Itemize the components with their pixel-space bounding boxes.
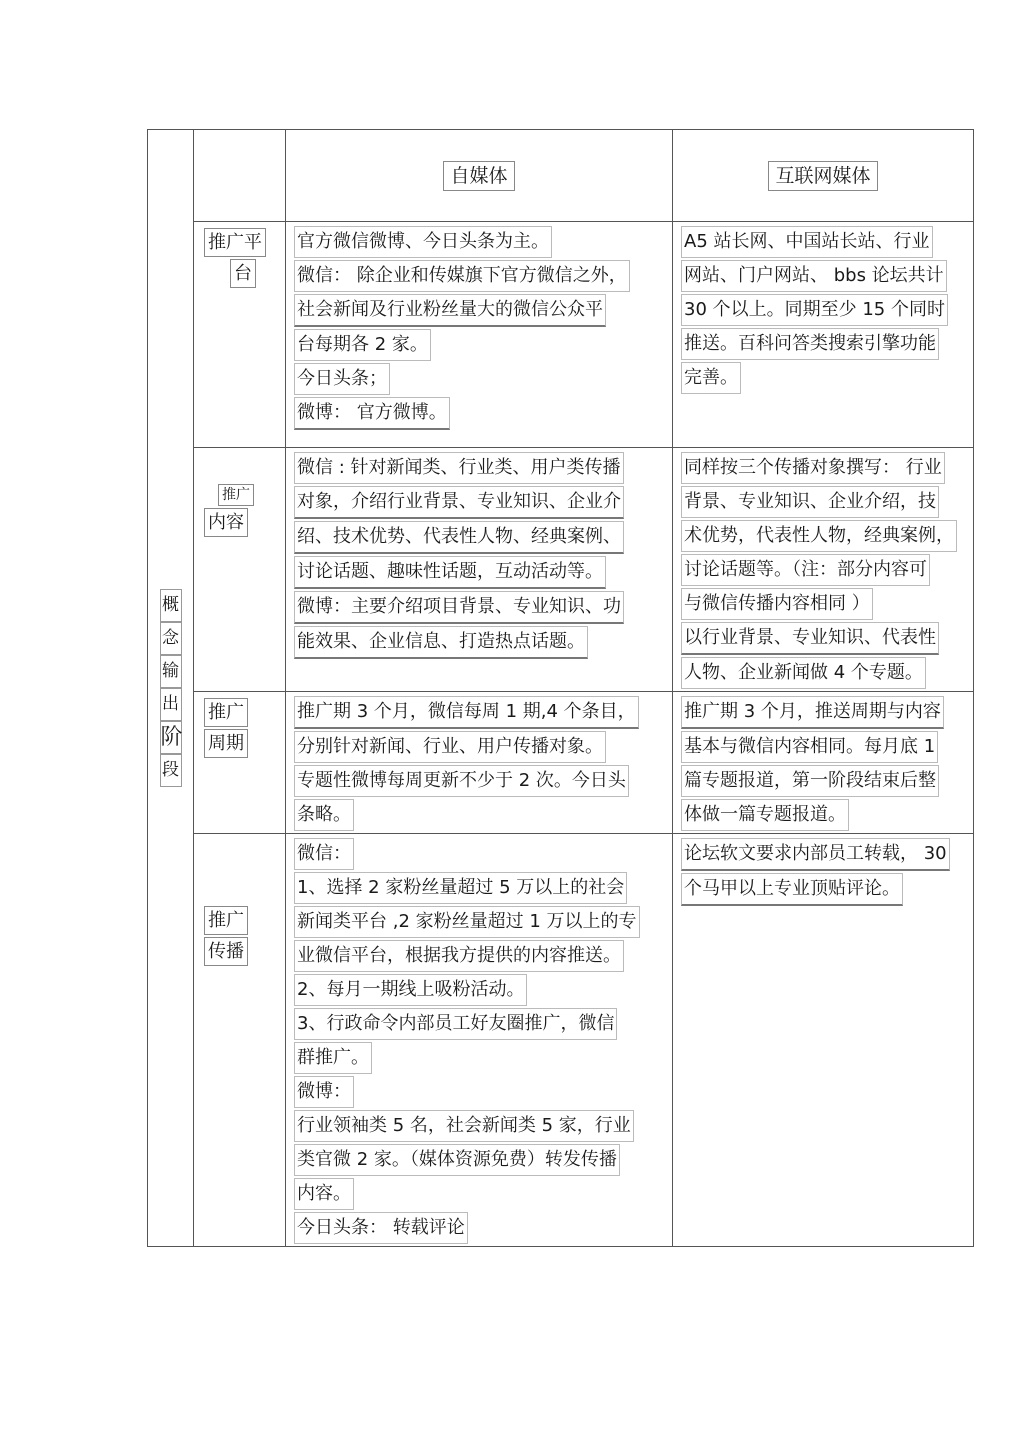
text-line: 微博： 官方微博。 — [294, 397, 450, 430]
row-label-platform — [194, 222, 286, 448]
text-line: 推广期 3 个月，推送周期与内容 — [681, 696, 944, 729]
phase-char: 念 — [160, 622, 182, 655]
internet-media-content — [673, 448, 974, 692]
text-line: 分别针对新闻、行业、用户传播对象。 — [294, 731, 606, 763]
phase-char: 输 — [160, 655, 182, 688]
row-label-line: 推广平 — [204, 228, 266, 257]
phase-label — [160, 589, 182, 787]
phase-char: 概 — [160, 589, 182, 622]
phase-char: 阶 — [160, 721, 182, 754]
text-line: 完善。 — [681, 362, 741, 394]
internet-media-cycle — [673, 692, 974, 834]
text-line: 对象，介绍行业背景、专业知识、企业介 — [294, 486, 624, 519]
text-line: 3、行政命令内部员工好友圈推广，微信 — [294, 1008, 617, 1040]
text-line: 篇专题报道，第一阶段结束后整 — [681, 765, 939, 797]
text-line: 背景、专业知识、企业介绍，技 — [681, 486, 939, 518]
text-line: 个马甲以上专业顶贴评论。 — [681, 873, 903, 906]
row-label-line: 推广 — [204, 906, 248, 935]
text-line: 人物、企业新闻做 4 个专题。 — [681, 657, 926, 689]
text-line: 行业领袖类 5 名，社会新闻类 5 家，行业 — [294, 1110, 634, 1142]
text-line: 类官微 2 家。（媒体资源免费）转发传播 — [294, 1144, 620, 1176]
row-label-line: 台 — [230, 259, 256, 288]
text-line: 网站、门户网站、 bbs 论坛共计 — [681, 260, 947, 292]
header-internet-media — [673, 130, 974, 222]
self-media-content — [286, 448, 673, 692]
text-line: 论坛软文要求内部员工转载， 30 — [681, 838, 950, 871]
text-line: 以行业背景、专业知识、代表性 — [681, 622, 939, 655]
text-line: 30 个以上。同期至少 15 个同时 — [681, 294, 948, 326]
text-line: 条略。 — [294, 799, 354, 831]
text-line: 微信 : 针对新闻类、行业类、用户类传播 — [294, 452, 624, 484]
text-line: 术优势，代表性人物，经典案例， — [681, 520, 957, 552]
text-line: 讨论话题等。（注：部分内容可 — [681, 554, 930, 586]
text-line: 同样按三个传播对象撰写： 行业 — [681, 452, 945, 484]
corner-cell — [194, 130, 286, 222]
internet-media-platform — [673, 222, 974, 448]
self-media-cycle — [286, 692, 673, 834]
text-line: 推广期 3 个月，微信每周 1 期,4 个条目， — [294, 696, 639, 729]
text-line: 内容。 — [294, 1178, 354, 1210]
text-line: 新闻类平台 ,2 家粉丝量超过 1 万以上的专 — [294, 906, 640, 938]
self-media-platform — [286, 222, 673, 448]
phase-char: 出 — [160, 688, 182, 721]
text-line: 专题性微博每周更新不少于 2 次。今日头 — [294, 765, 629, 797]
text-line: 基本与微信内容相同。每月底 1 — [681, 731, 938, 763]
text-line: 微博： — [294, 1076, 354, 1108]
text-line: A5 站长网、中国站长站、行业 — [681, 226, 933, 258]
text-line: 微信： 除企业和传媒旗下官方微信之外， — [294, 260, 630, 292]
header-label: 互联网媒体 — [768, 161, 877, 191]
text-line: 讨论话题、趣味性话题，互动活动等。 — [294, 556, 606, 589]
row-label-line: 推广 — [218, 484, 254, 506]
header-label: 自媒体 — [443, 161, 514, 191]
text-line: 能效果、企业信息、打造热点话题。 — [294, 626, 588, 659]
text-line: 群推广。 — [294, 1042, 372, 1074]
text-line: 与微信传播内容相同 ） — [681, 588, 873, 620]
row-label-line: 内容 — [204, 508, 248, 537]
text-line: 微信： — [294, 838, 354, 870]
row-label-spread — [194, 834, 286, 1247]
row-label-line: 周期 — [204, 729, 248, 758]
internet-media-spread — [673, 834, 974, 1247]
header-self-media — [286, 130, 673, 222]
text-line: 业微信平台，根据我方提供的内容推送。 — [294, 940, 624, 972]
plan-table — [147, 129, 974, 1247]
phase-cell — [148, 130, 194, 1247]
row-label-cycle — [194, 692, 286, 834]
text-line: 绍、技术优势、代表性人物、经典案例、 — [294, 521, 624, 554]
text-line: 今日头条； — [294, 363, 390, 395]
text-line: 1、选择 2 家粉丝量超过 5 万以上的社会 — [294, 872, 627, 904]
row-label-line: 推广 — [204, 698, 248, 727]
text-line: 微博：主要介绍项目背景、专业知识、功 — [294, 591, 624, 624]
self-media-spread — [286, 834, 673, 1247]
text-line: 今日头条： 转载评论 — [294, 1212, 468, 1244]
row-label-content — [194, 448, 286, 692]
text-line: 推送。百科问答类搜索引擎功能 — [681, 328, 939, 360]
text-line: 台每期各 2 家。 — [294, 329, 431, 361]
text-line: 社会新闻及行业粉丝量大的微信公众平 — [294, 294, 606, 327]
text-line: 体做一篇专题报道。 — [681, 799, 849, 831]
text-line: 2、每月一期线上吸粉活动。 — [294, 974, 527, 1006]
row-label-line: 传播 — [204, 937, 248, 966]
text-line: 官方微信微博、今日头条为主。 — [294, 226, 552, 258]
phase-char: 段 — [160, 754, 182, 787]
